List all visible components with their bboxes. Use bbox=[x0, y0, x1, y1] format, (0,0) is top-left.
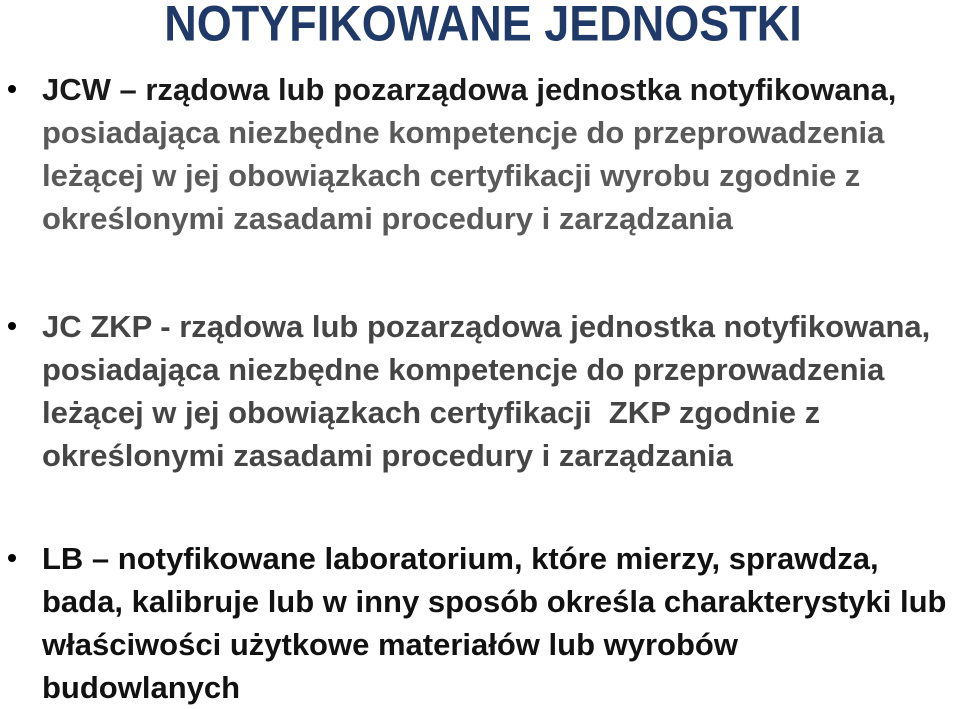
bullet-marker bbox=[8, 554, 16, 562]
bullet-line: posiadająca niezbędne kompetencje do przeprowadzenia bbox=[42, 352, 885, 387]
bullet-line: posiadająca niezbędne kompetencje do przeprowadzenia bbox=[42, 115, 885, 150]
bullet-marker bbox=[8, 85, 16, 93]
bullet-line: JCW – rządowa lub pozarządowa jednostka notyfikowana, bbox=[42, 72, 897, 107]
bullet-line: leżącej w jej obowiązkach certyfikacji wyrobu zgodnie z bbox=[42, 158, 861, 193]
slide-title: NOTYFIKOWANE JEDNOSTKI bbox=[164, 0, 802, 52]
bullet-line: leżącej w jej obowiązkach certyfikacji ZKP zgodnie z bbox=[42, 395, 821, 430]
bullet-item-jc-zkp bbox=[0, 305, 959, 477]
bullet-item-jcw bbox=[0, 68, 959, 240]
bullet-marker bbox=[8, 322, 16, 330]
bullet-line: właściwości użytkowe materiałów lub wyrobów bbox=[42, 627, 738, 662]
bullet-line: bada, kalibruje lub w inny sposób określa charakterystyki lub bbox=[42, 584, 947, 619]
bullet-line: JC ZKP - rządowa lub pozarządowa jednostka notyfikowana, bbox=[42, 309, 931, 344]
bullet-line: określonymi zasadami procedury i zarządzania bbox=[42, 201, 733, 236]
bullet-line: budowlanych bbox=[42, 670, 241, 705]
bullet-line: LB – notyfikowane laboratorium, które mierzy, sprawdza, bbox=[42, 541, 879, 576]
bullet-line: określonymi zasadami procedury i zarządzania bbox=[42, 438, 733, 473]
bullet-item-lb bbox=[0, 537, 959, 709]
